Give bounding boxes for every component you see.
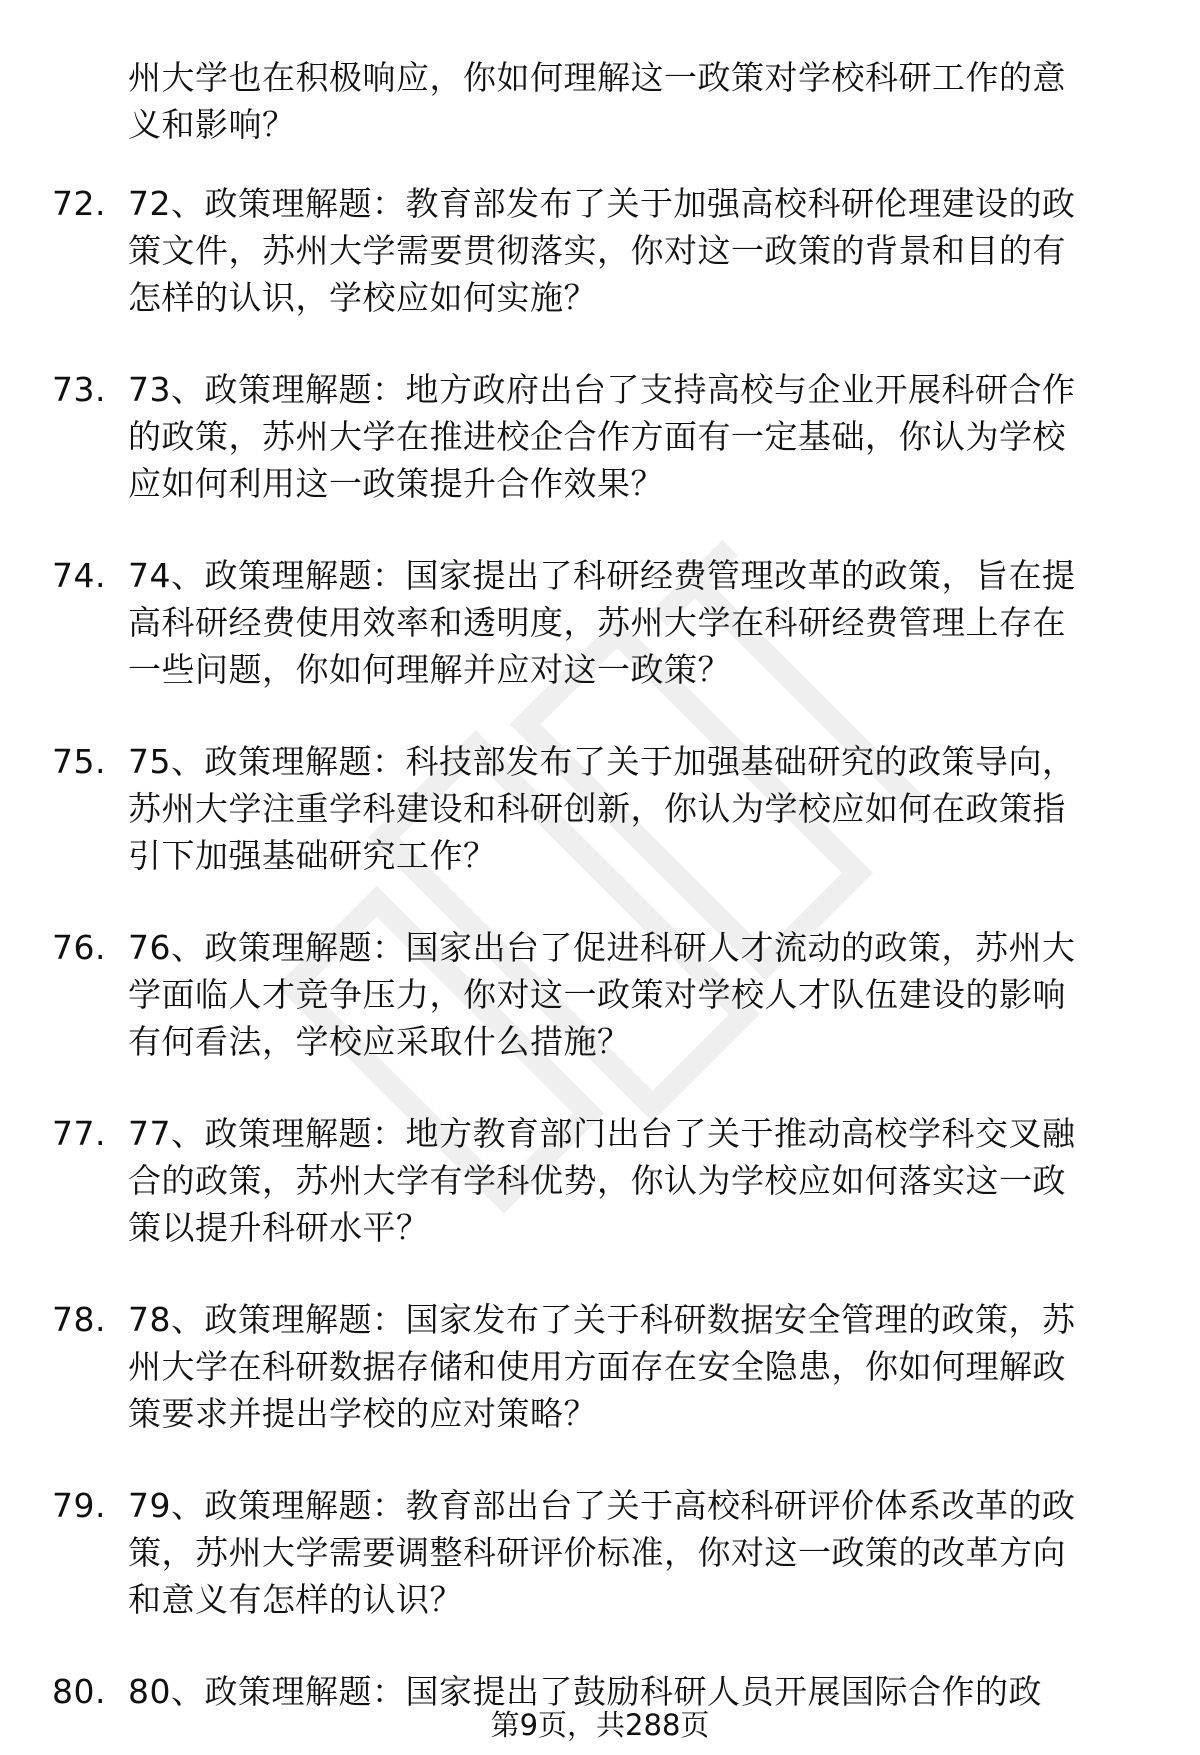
question-line: 80、政策理解题：国家提出了鼓励科研人员开展国际合作的政 xyxy=(128,1672,1042,1711)
question-number: 74. xyxy=(52,556,106,595)
question-number: 80. xyxy=(52,1672,106,1711)
question-line: 学面临人才竞争压力，你对这一政策对学校人才队伍建设的影响 xyxy=(128,975,1066,1014)
question-number: 78. xyxy=(52,1300,106,1339)
question-line: 引下加强基础研究工作？ xyxy=(128,836,497,875)
question-line: 高科研经费使用效率和透明度，苏州大学在科研经费管理上存在 xyxy=(128,603,1066,642)
question-line: 和意义有怎样的认识？ xyxy=(128,1580,463,1619)
question-line: 74、政策理解题：国家提出了科研经费管理改革的政策，旨在提 xyxy=(128,556,1076,595)
question-line: 应如何利用这一政策提升合作效果？ xyxy=(128,464,664,503)
question-number: 76. xyxy=(52,928,106,967)
question-line: 有何看法，学校应采取什么措施？ xyxy=(128,1022,631,1061)
question-number: 79. xyxy=(52,1486,106,1525)
question-number: 77. xyxy=(52,1114,106,1153)
question-line: 苏州大学注重学科建设和科研创新，你认为学校应如何在政策指 xyxy=(128,789,1066,828)
question-line: 73、政策理解题：地方政府出台了支持高校与企业开展科研合作 xyxy=(128,370,1076,409)
question-line: 策，苏州大学需要调整科研评价标准，你对这一政策的改革方向 xyxy=(128,1533,1066,1572)
question-line: 策要求并提出学校的应对策略？ xyxy=(128,1394,597,1433)
question-number: 73. xyxy=(52,370,106,409)
question-line: 的政策，苏州大学在推进校企合作方面有一定基础，你认为学校 xyxy=(128,417,1066,456)
intro-line: 义和影响？ xyxy=(128,105,296,144)
question-line: 策以提升科研水平？ xyxy=(128,1208,430,1247)
question-line: 怎样的认识，学校应如何实施？ xyxy=(128,278,597,317)
question-number: 75. xyxy=(52,742,106,781)
question-line: 合的政策，苏州大学有学科优势，你认为学校应如何落实这一政 xyxy=(128,1161,1066,1200)
question-number: 72. xyxy=(52,184,106,223)
question-line: 一些问题，你如何理解并应对这一政策？ xyxy=(128,650,731,689)
question-line: 75、政策理解题：科技部发布了关于加强基础研究的政策导向， xyxy=(128,742,1076,781)
question-line: 76、政策理解题：国家出台了促进科研人才流动的政策，苏州大 xyxy=(128,928,1076,967)
question-line: 77、政策理解题：地方教育部门出台了关于推动高校学科交叉融 xyxy=(128,1114,1076,1153)
question-line: 78、政策理解题：国家发布了关于科研数据安全管理的政策，苏 xyxy=(128,1300,1076,1339)
question-line: 79、政策理解题：教育部出台了关于高校科研评价体系改革的政 xyxy=(128,1486,1076,1525)
page-footer: 第9页，共288页 xyxy=(490,1708,710,1742)
question-line: 72、政策理解题：教育部发布了关于加强高校科研伦理建设的政 xyxy=(128,184,1076,223)
intro-line: 州大学也在积极响应，你如何理解这一政策对学校科研工作的意 xyxy=(128,58,1066,97)
question-line: 策文件，苏州大学需要贯彻落实，你对这一政策的背景和目的有 xyxy=(128,231,1066,270)
question-line: 州大学在科研数据存储和使用方面存在安全隐患，你如何理解政 xyxy=(128,1347,1066,1386)
